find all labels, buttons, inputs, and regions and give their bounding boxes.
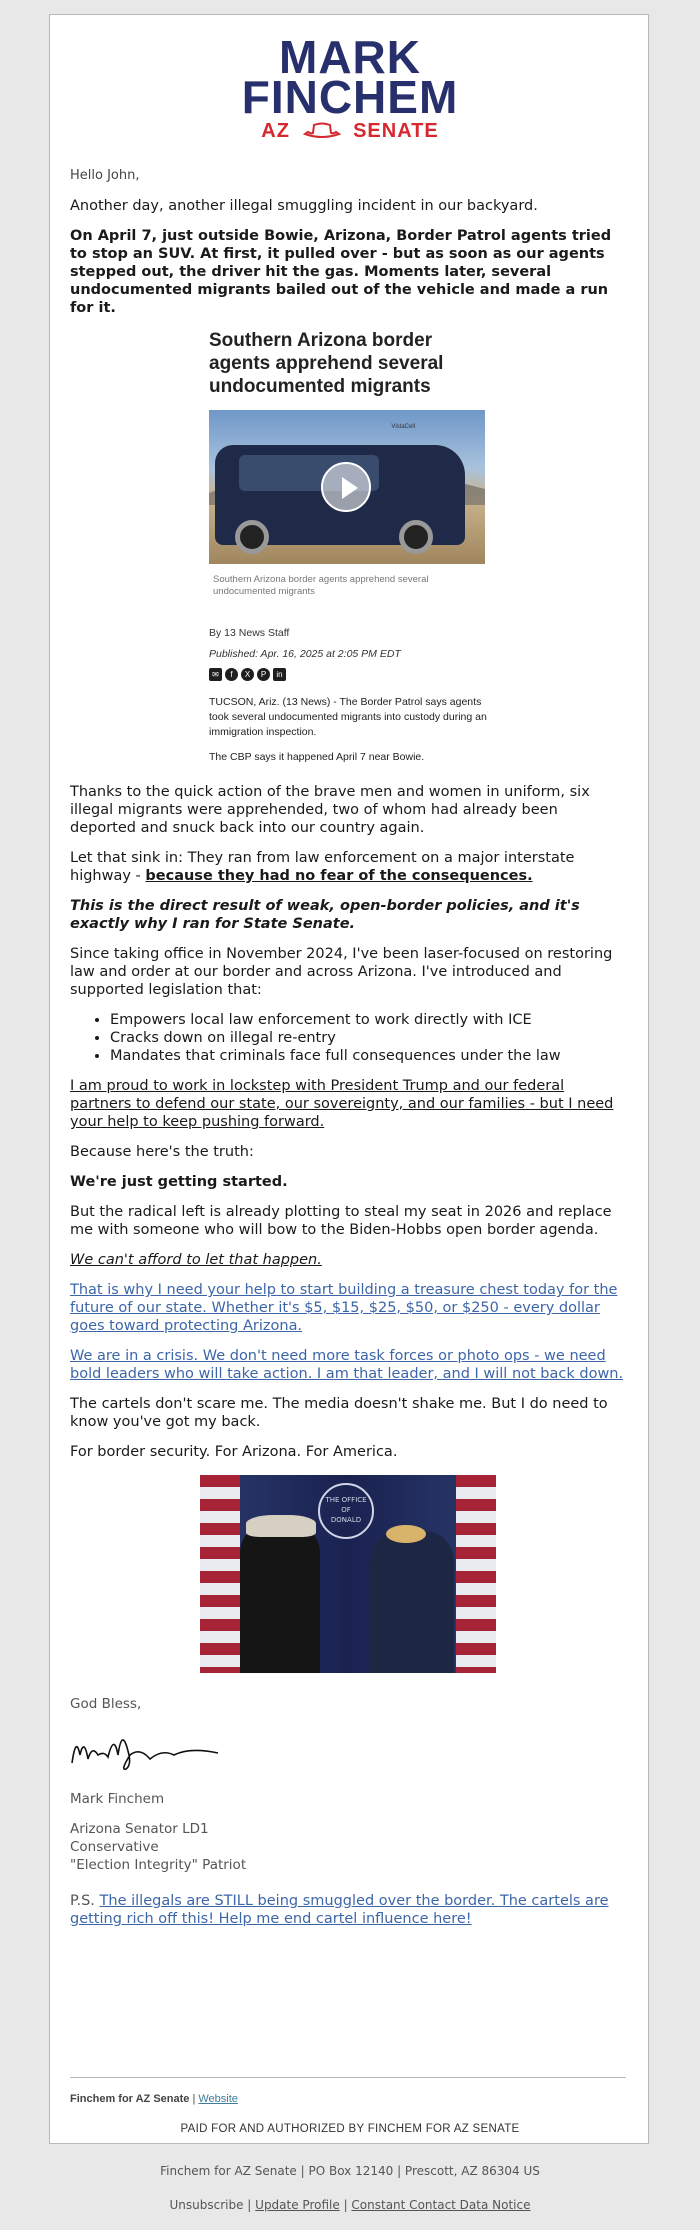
campaign-logo (50, 31, 650, 144)
person-cowboy-hat (240, 1523, 320, 1673)
email-card (49, 14, 649, 2144)
email-footer-links: Unsubscribe | Update Profile | Constant Contact Data Notice (169, 2198, 531, 2212)
since-taking-office-paragraph: Since taking office in November 2024, I've been laser-focused on restoring law and order at our border and across Arizona. I've introduced and supported legislation that: (70, 946, 613, 998)
ps-paragraph: P.S. The illegals are STILL being smuggled over the border. The cartels are getting rich off this! Help me end cartel influence here! (70, 1893, 609, 1927)
proud-paragraph: I am proud to work in lockstep with President Trump and our federal partners to defend our state, our sovereignty, and our families - but I need your help to keep pushing forward. (70, 1078, 614, 1130)
incident-paragraph: On April 7, just outside Bowie, Arizona, Border Patrol agents tried to stop an SUV. At first, it pulled over - but as soon as our agents stepped out, the driver hit the gas. Moments later, several undocumented migrants bailed out of the vehicle and made a run for it. (70, 228, 612, 316)
direct-result-paragraph: This is the direct result of weak, open-border policies, and it's exactly why I ran for State Senate. (70, 898, 580, 932)
list-item: • Mandates that criminals face full consequences under the law (110, 1047, 626, 1065)
footer-divider (70, 2077, 626, 2078)
x-icon[interactable]: X (241, 668, 254, 681)
border-security-paragraph: For border security. For Arizona. For America. (70, 1444, 398, 1460)
cowboy-hat-icon (303, 120, 341, 144)
logo-first-name: MARK (279, 31, 421, 83)
news-video-thumbnail[interactable] (209, 410, 485, 564)
signature-titles: Arizona Senator LD1 Conservative "Election Integrity" Patriot (70, 1821, 247, 1873)
list-item: • Empowers local law enforcement to work directly with ICE (110, 1011, 626, 1029)
email-icon[interactable]: ✉ (209, 668, 222, 681)
footer-org-line: Finchem for AZ Senate | Website (70, 2093, 238, 2105)
linkedin-icon[interactable]: in (273, 668, 286, 681)
crisis-link-paragraph (70, 1347, 626, 1383)
signature-name: Mark Finchem (70, 1791, 165, 1807)
pinterest-icon[interactable]: P (257, 668, 270, 681)
ps-donate-link[interactable]: The illegals are STILL being smuggled over the border. The cartels are getting rich off this! Help me end cartel influence here! (70, 1893, 609, 1927)
news-article-embed[interactable] (209, 329, 487, 765)
sink-in-paragraph: Let that sink in: They ran from law enforcement on a major interstate highway - because they had no fear of the consequences. (70, 850, 575, 884)
handwritten-signature (70, 1725, 626, 1780)
news-byline: By 13 News Staff (209, 627, 290, 639)
logo-state: AZ (261, 120, 290, 142)
logo-subtitle (50, 119, 650, 144)
news-body-1: TUCSON, Ariz. (13 News) - The Border Patrol says agents took several undocumented migrants into custody during an immigration inspection. (209, 696, 487, 738)
donate-link-treasure[interactable]: That is why I need your help to start building a treasure chest today for the future of our state. Whether it's $5, $15, $25, $50, or $250 - every dollar goes toward protecting Arizona. (70, 1282, 618, 1334)
no-fear-emphasis: because they had no fear of the consequences. (145, 868, 533, 884)
website-link[interactable]: Website (198, 2093, 238, 2105)
unsubscribe-link[interactable]: Unsubscribe (169, 2198, 244, 2212)
greeting: Hello John, (70, 168, 140, 183)
just-started-paragraph: We're just getting started. (70, 1174, 288, 1190)
news-published: Published: Apr. 16, 2025 at 2:05 PM EDT (209, 648, 401, 660)
mailing-address: Finchem for AZ Senate | PO Box 12140 | Prescott, AZ 86304 US (160, 2164, 540, 2178)
constant-contact-link[interactable]: Constant Contact Data Notice (351, 2198, 531, 2212)
american-flag-left (200, 1475, 240, 1673)
logo-senate: SENATE (353, 120, 439, 142)
thanks-paragraph: Thanks to the quick action of the brave men and women in uniform, six illegal migrants were apprehended, two of whom had already been deported and snuck back into our country again. (70, 784, 590, 836)
news-body-2: The CBP says it happened April 7 near Bowie. (209, 751, 425, 763)
person-suit (370, 1531, 454, 1673)
intro-paragraph: Another day, another illegal smuggling incident in our backyard. (70, 198, 538, 214)
treasure-chest-link-paragraph (70, 1281, 626, 1335)
logo-last-name: FINCHEM (241, 71, 459, 123)
play-icon[interactable] (321, 462, 371, 512)
facebook-icon[interactable]: f (225, 668, 238, 681)
american-flag-right (456, 1475, 496, 1673)
share-icons (209, 668, 487, 681)
cant-afford-paragraph: We can't afford to let that happen. (70, 1252, 322, 1268)
news-body (209, 695, 487, 765)
image-watermark: VistaCell (391, 424, 415, 430)
cartels-paragraph: The cartels don't scare me. The media doesn't shake me. But I do need to know you've got my back. (70, 1396, 608, 1430)
sign-off: God Bless, (70, 1696, 142, 1712)
legislation-list (70, 1011, 626, 1065)
update-profile-link[interactable]: Update Profile (255, 2198, 340, 2212)
news-caption: Southern Arizona border agents apprehend several undocumented migrants (213, 574, 429, 597)
truth-paragraph: Because here's the truth: (70, 1144, 254, 1160)
list-item: • Cracks down on illegal re-entry (110, 1029, 626, 1047)
radical-left-paragraph: But the radical left is already plotting to steal my seat in 2026 and replace me with someone who will bow to the Biden-Hobbs open border agenda. (70, 1204, 612, 1238)
email-body (70, 167, 626, 1940)
donate-link-crisis[interactable]: We are in a crisis. We don't need more task forces or photo ops - we need bold leaders who will take action. I am that leader, and I will not back down. (70, 1348, 624, 1382)
finchem-trump-photo (200, 1475, 496, 1673)
presidential-seal: THE OFFICE OF DONALD (318, 1483, 374, 1539)
paid-for-disclaimer: PAID FOR AND AUTHORIZED BY FINCHEM FOR AZ SENATE (180, 2123, 520, 2135)
news-title: Southern Arizona border agents apprehend several undocumented migrants (209, 330, 444, 397)
